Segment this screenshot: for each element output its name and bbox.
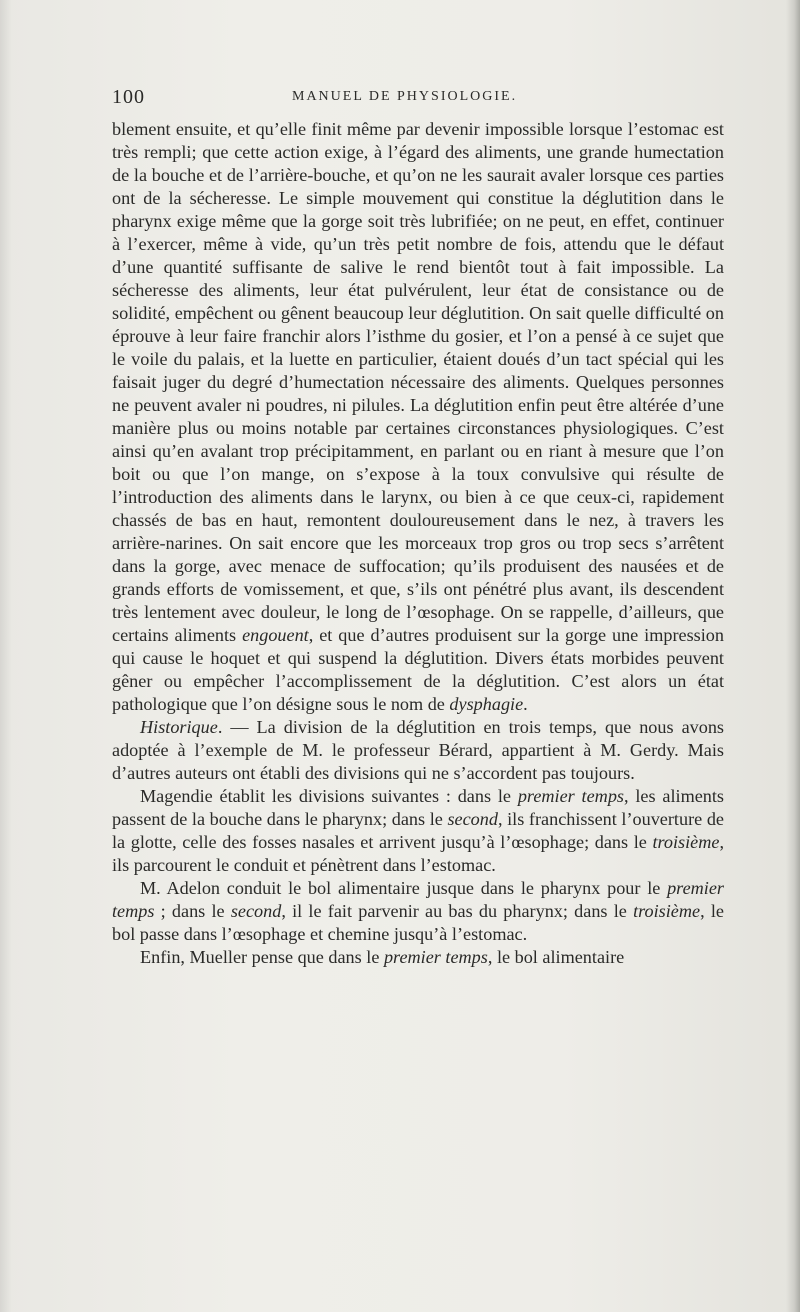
page-edge-shadow bbox=[786, 0, 800, 1312]
page-number: 100 bbox=[112, 86, 145, 108]
paragraph bbox=[112, 716, 724, 785]
italic-text: troisième bbox=[652, 832, 720, 852]
text-run: , ils parcourent le conduit et pénètrent dans l’estomac. bbox=[112, 832, 724, 875]
paragraph bbox=[112, 118, 724, 716]
text-run: ; dans le bbox=[154, 901, 231, 921]
text-run: Enfin, Mueller pense que dans le bbox=[140, 947, 384, 967]
paragraph bbox=[112, 785, 724, 877]
text-run: M. Adelon conduit le bol alimentaire jusque dans le pharynx pour le bbox=[140, 878, 668, 898]
page-header bbox=[112, 86, 724, 110]
paragraph bbox=[112, 946, 724, 969]
paragraph bbox=[112, 877, 724, 946]
text-run: , le bol alimentaire bbox=[487, 947, 625, 967]
text-run: blement ensuite, et qu’elle finit même par devenir impossible lorsque l’estomac est très rempli; que cette action exige, à l’égard des aliments, une grande humectation de la bouche et de l’arrière-bouche, et qu’on ne les saurait avaler lorsque ces parties ont de la sécheresse. Le simple mouvement qui constitue la déglutition dans le pharynx exige même que la gorge soit très lubrifiée; on ne peut, en effet, continuer à l’exercer, même à vide, qu’un très petit nombre de fois, attendu que le défaut d’une quantité suffisante de salive le rend bientôt tout à fait impossible. La sécheresse des aliments, leur état pulvérulent, leur état de consistance ou de solidité, empêchent ou gênent beaucoup leur déglutition. On sait quelle difficulté on éprouve à leur faire franchir alors l’isthme du gosier, et l’on a pensé à ce sujet que le voile du palais, et la luette en particulier, étaient doués d’un tact spécial qui les faisait juger du degré d’humectation nécessaire des aliments. Quelques personnes ne peuvent avaler ni poudres, ni pilules. La déglutition enfin peut être altérée d’une manière plus ou moins notable par certaines circonstances physiologiques. C’est ainsi qu’en avalant trop précipitamment, en parlant ou en riant à mesure que l’on boit ou que l’on mange, on s’expose à la toux convulsive qui résulte de l’introduction des aliments dans le larynx, ou bien à ce que ceux-ci, rapidement chassés de bas en haut, remontent douloureusement dans le nez, à travers les arrière-narines. On sait encore que les morceaux trop gros ou trop secs s’arrêtent dans la gorge, avec menace de suffocation; qu’ils produisent des nausées et de grands efforts de vomissement, et que, s’ils ont pénétré plus avant, ils descendent très lentement avec douleur, le long de l’œsophage. On se rappelle, d’ailleurs, que certains aliments bbox=[112, 119, 724, 645]
page-gutter-shadow bbox=[0, 0, 12, 1312]
body-text bbox=[112, 118, 724, 969]
text-run: , les aliments passent de la bouche dans le pharynx; dans le bbox=[112, 786, 725, 829]
italic-text: engouent bbox=[242, 625, 309, 645]
text-run: , ils franchissent l’ouverture de la glotte, celle des fosses nasales et arrivent jusqu’à l’œsophage; dans le bbox=[112, 809, 724, 852]
italic-text: Historique bbox=[140, 717, 218, 737]
text-run: , et que d’autres produisent sur la gorge une impression qui cause le hoquet et qui suspend la déglutition. Divers états morbides peuvent gêner ou empêcher l’accomplissement de la déglutition. C’est alors un état pathologique que l’on désigne sous le nom de bbox=[112, 625, 724, 714]
italic-text: dysphagie bbox=[449, 694, 524, 714]
italic-text: second bbox=[447, 809, 498, 829]
text-run: , il le fait parvenir au bas du pharynx; dans le bbox=[281, 901, 634, 921]
text-run: Magendie établit les divisions suivantes : dans le bbox=[140, 786, 518, 806]
italic-text: troisième bbox=[633, 901, 701, 921]
italic-text: premier temps bbox=[383, 947, 488, 967]
running-head: MANUEL DE PHYSIOLOGIE. bbox=[292, 89, 518, 104]
text-run: , le bol passe dans l’œsophage et chemine jusqu’à l’estomac. bbox=[112, 901, 724, 944]
italic-text: second bbox=[230, 901, 282, 921]
text-run: . bbox=[523, 694, 528, 714]
italic-text: premier temps bbox=[112, 878, 724, 921]
italic-text: premier temps bbox=[517, 786, 624, 806]
text-run: . — La division de la déglutition en trois temps, que nous avons adoptée à l’exemple de M. le professeur Bérard, appartient à M. Gerdy. Mais d’autres auteurs ont établi des divisions qui ne s’accordent pas toujours. bbox=[112, 717, 724, 783]
